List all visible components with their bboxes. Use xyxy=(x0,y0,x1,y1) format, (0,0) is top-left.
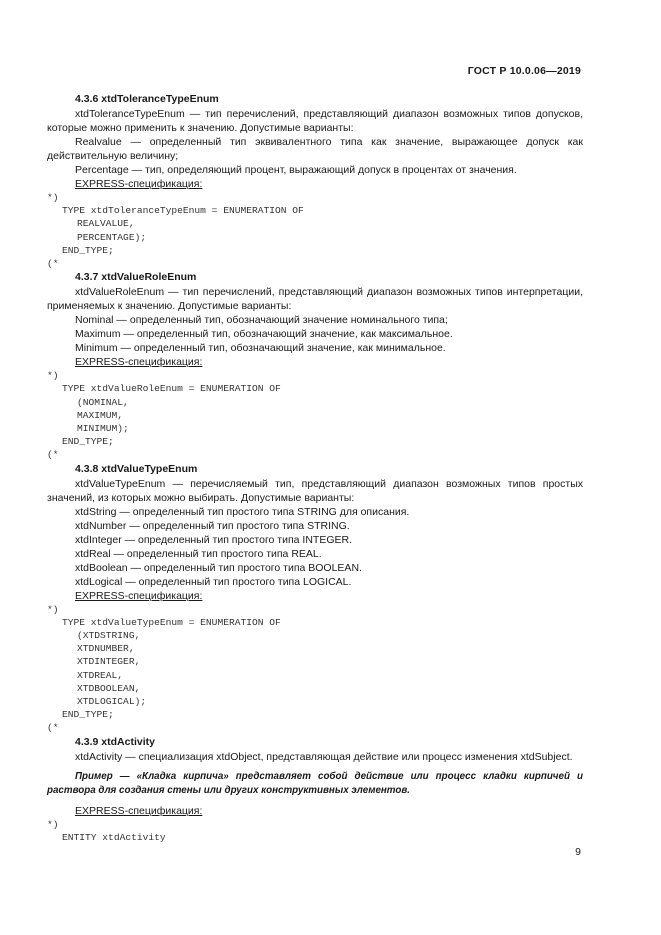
list-item: xtdString — определенный тип простого типа STRING для описания. xyxy=(75,505,410,518)
code-line: *) xyxy=(47,818,59,830)
section-intro: xtdValueTypeEnum — перечисляемый тип, представляющий диапазон возможных типов простых значений, из которых можно выбирать. Допустимые варианты: xyxy=(47,477,583,504)
list-item: xtdNumber — определенный тип простого типа STRING. xyxy=(75,519,350,532)
express-spec-label: EXPRESS-спецификация: xyxy=(75,178,203,190)
list-item: xtdLogical — определенный тип простого типа LOGICAL. xyxy=(75,575,352,588)
code-line: XTDNUMBER, xyxy=(77,643,135,655)
list-item: xtdReal — определенный тип простого типа REAL. xyxy=(75,547,322,560)
code-line: (* xyxy=(47,258,59,270)
code-line: (* xyxy=(47,722,59,734)
code-line: PERCENTAGE); xyxy=(77,231,147,243)
code-line: XTDREAL, xyxy=(77,669,124,681)
code-line: END_TYPE; xyxy=(62,436,114,448)
code-line: MINIMUM); xyxy=(77,423,129,435)
code-line: TYPE xtdValueRoleEnum = ENUMERATION OF xyxy=(62,383,281,395)
document-header: ГОСТ Р 10.0.06—2019 xyxy=(467,65,581,77)
code-line: *) xyxy=(47,370,59,382)
list-item: Maximum — определенный тип, обозначающий значение, как максимальное. xyxy=(75,328,453,341)
code-line: END_TYPE; xyxy=(62,244,114,256)
list-item: Minimum — определенный тип, обозначающий значение, как минимальное. xyxy=(75,342,446,355)
code-line: END_TYPE; xyxy=(62,709,114,721)
code-line: XTDINTEGER, xyxy=(77,656,141,668)
section-intro: xtdActivity — специализация xtdObject, представляющая действие или процесс изменения xtdSubject. xyxy=(75,750,573,763)
code-line: *) xyxy=(47,192,59,203)
list-item: xtdBoolean — определенный тип простого типа BOOLEAN. xyxy=(75,561,362,574)
section-heading-4-3-7: 4.3.7 xtdValueRoleEnum xyxy=(75,271,197,284)
section-heading-4-3-6: 4.3.6 xtdToleranceTypeEnum xyxy=(75,93,219,105)
code-line: XTDLOGICAL); xyxy=(77,696,147,708)
document-body xyxy=(47,92,583,844)
code-line: XTDBOOLEAN, xyxy=(77,682,141,694)
section-heading-4-3-8: 4.3.8 xtdValueTypeEnum xyxy=(75,462,198,475)
code-line: (* xyxy=(47,449,59,461)
section-intro: xtdValueRoleEnum — тип перечислений, представляющий диапазон возможных типов интерпретации, применяемых к значению. Допустимые варианты: xyxy=(47,286,583,313)
example-note: Пример — «Кладка кирпича» представляет собой действие или процесс кладки кирпичей и раствора для создания стены или других конструктивных элементов. xyxy=(47,770,583,796)
section-heading-4-3-9: 4.3.9 xtdActivity xyxy=(75,735,155,748)
list-item: Percentage — тип, определяющий процент, выражающий допуск в процентах от значения. xyxy=(75,164,517,176)
list-item: Realvalue — определенный тип эквивалентного типа как значение, выражающее допуск как действительную величину; xyxy=(47,136,583,162)
code-line: TYPE xtdValueTypeEnum = ENUMERATION OF xyxy=(62,616,281,628)
list-item: xtdInteger — определенный тип простого типа INTEGER. xyxy=(75,533,352,546)
code-line: TYPE xtdToleranceTypeEnum = ENUMERATION OF xyxy=(62,205,304,217)
code-line: MAXIMUM, xyxy=(77,409,124,421)
express-spec-label: EXPRESS-спецификация: xyxy=(75,356,203,369)
code-line: (XTDSTRING, xyxy=(77,630,141,642)
section-intro: xtdToleranceTypeEnum — тип перечислений, представляющий диапазон возможных типов допусков, которые можно применить к значению. Допустимые варианты: xyxy=(47,108,583,134)
list-item: Nominal — определенный тип, обозначающий значение номинального типа; xyxy=(75,314,448,327)
code-line: (NOMINAL, xyxy=(77,396,129,408)
code-line: REALVALUE, xyxy=(77,218,135,230)
express-spec-label: EXPRESS-спецификация: xyxy=(75,589,203,602)
code-line: *) xyxy=(47,603,59,615)
code-line: ENTITY xtdActivity xyxy=(62,831,166,843)
express-spec-label: EXPRESS-спецификация: xyxy=(75,804,203,817)
page-number: 9 xyxy=(575,846,581,858)
